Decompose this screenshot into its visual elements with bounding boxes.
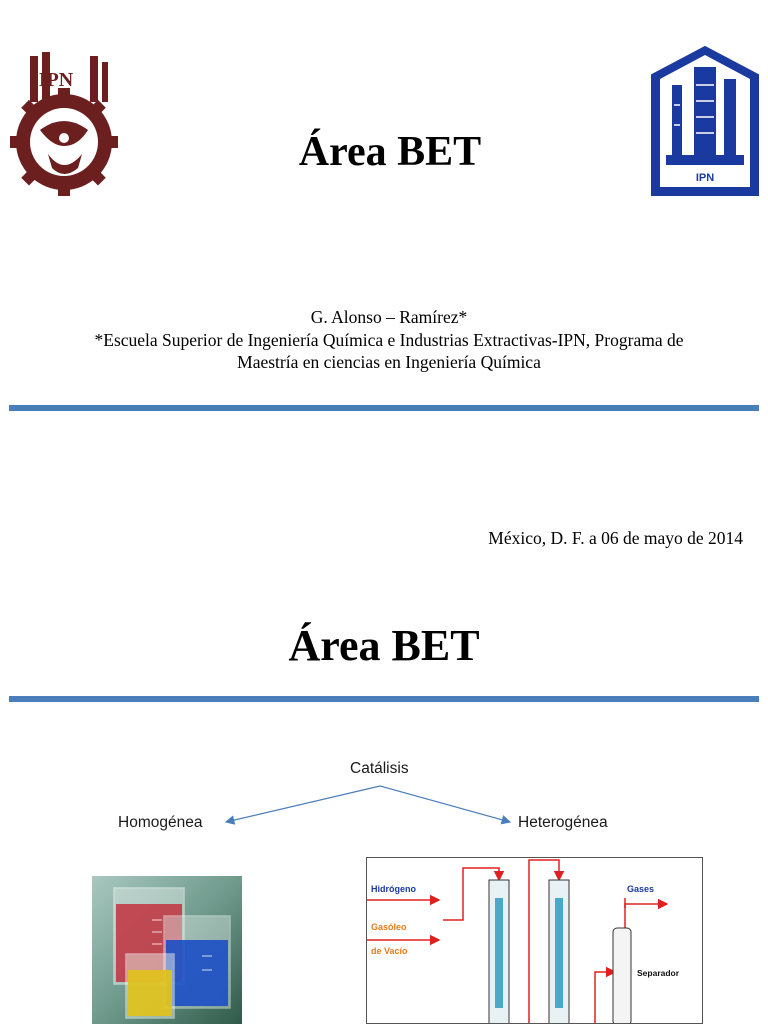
affiliation-line-2: Maestría en ciencias en Ingeniería Química	[237, 352, 541, 372]
diagram-left-label: Homogénea	[118, 814, 203, 831]
process-flow-svg	[367, 858, 703, 1024]
svg-text:IPN: IPN	[695, 172, 715, 184]
slide1-title: Área BET	[298, 129, 482, 175]
divider-rule	[9, 696, 759, 702]
svg-text:IPN: IPN	[38, 69, 74, 91]
diagram-right-label: Heterogénea	[518, 814, 608, 831]
affiliation-line-1: *Escuela Superior de Ingeniería Química e Industrias Extractivas-IPN, Programa de	[94, 329, 684, 350]
author-block	[0, 306, 768, 374]
arrow-left	[226, 786, 380, 822]
author-name: G. Alonso – Ramírez*	[310, 307, 468, 327]
hydrogen-label: Hidrógeno	[371, 884, 416, 894]
feed-label-1: Gasóleo	[371, 922, 407, 932]
gases-label: Gases	[627, 884, 655, 894]
diagram-root-label: Catálisis	[350, 760, 409, 777]
beakers-photo	[92, 876, 242, 1024]
classification-arrows	[0, 758, 768, 838]
feed-label-2: de Vacío	[371, 946, 408, 956]
date-line: México, D. F. a 06 de mayo de 2014	[488, 528, 743, 548]
separator-label: Separador	[637, 968, 680, 978]
hydrotreating-process-diagram	[366, 857, 703, 1024]
divider-rule	[9, 405, 759, 411]
arrow-right	[380, 786, 510, 822]
content-slide	[0, 578, 768, 1024]
slide2-title: Área BET	[288, 621, 480, 670]
